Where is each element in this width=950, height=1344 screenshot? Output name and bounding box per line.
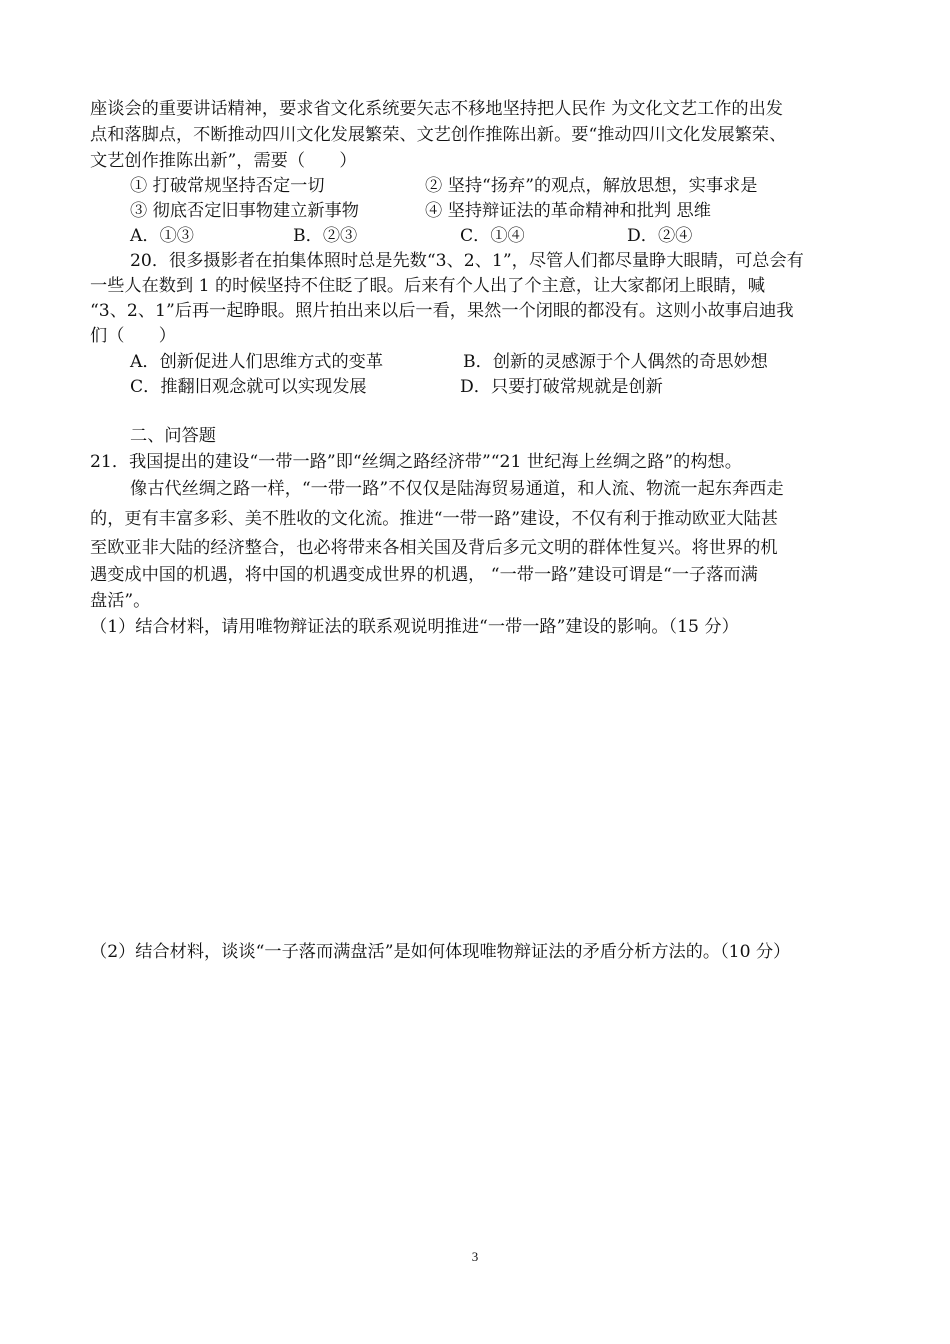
section-heading: 二、问答题 [130, 426, 216, 446]
q19-text-line-1: 座谈会的重要讲话精神，要求省文化系统要矢志不移地坚持把人民作 为文化文艺工作的出发 [90, 99, 783, 119]
q19-text-line-2: 点和落脚点，不断推动四川文化发展繁荣、文艺创作推陈出新。要“推动四川文化发展繁荣、 [90, 125, 787, 145]
q19-choice-c: C．①④ [460, 226, 525, 246]
q19-text-line-3: 文艺创作推陈出新”，需要（ ） [90, 151, 357, 171]
q19-choice-d: D．②④ [627, 226, 693, 246]
q19-option-1: ① 打破常规坚持否定一切 [130, 176, 325, 196]
page-number: 3 [471, 1249, 479, 1264]
q19-option-3: ③ 彻底否定旧事物建立新事物 [130, 201, 359, 221]
q21-subquestion-1: （1）结合材料，请用唯物辩证法的联系观说明推进“一带一路”建设的影响。（15 分） [90, 617, 739, 637]
q21-intro-line: 21．我国提出的建设“一带一路”即“丝绸之路经济带”“21 世纪海上丝绸之路”的构想。 [90, 452, 742, 472]
q20-text-line-1: 20．很多摄影者在拍集体照时总是先数“3、2、1”，尽管人们都尽量睁大眼睛，可总会有 [130, 251, 804, 271]
q21-material-line-5: 盘活”。 [90, 591, 151, 611]
q20-text-line-4: 们（ ） [90, 326, 176, 346]
q20-choice-c: C．推翻旧观念就可以实现发展 [130, 377, 367, 397]
q21-subquestion-2: （2）结合材料，谈谈“一子落而满盘活”是如何体现唯物辩证法的矛盾分析方法的。（10 分） [90, 942, 791, 962]
q20-choice-d: D．只要打破常规就是创新 [460, 377, 663, 397]
q19-option-2: ② 坚持“扬弃”的观点，解放思想，实事求是 [425, 176, 758, 196]
q19-choice-a: A．①③ [130, 226, 194, 246]
q21-material-line-1: 像古代丝绸之路一样，“一带一路”不仅仅是陆海贸易通道，和人流、物流一起东奔西走 [130, 479, 784, 499]
q19-choice-b: B．②③ [293, 226, 358, 246]
q19-option-4: ④ 坚持辩证法的革命精神和批判 思维 [425, 201, 711, 221]
q20-text-line-3: “3、2、1”后再一起睁眼。照片拍出来以后一看，果然一个闭眼的都没有。这则小故事启迪我 [90, 301, 794, 321]
q20-text-line-2: 一些人在数到 1 的时候坚持不住眨了眼。后来有个人出了个主意，让大家都闭上眼睛，喊 [90, 276, 765, 296]
q20-choice-b: B．创新的灵感源于个人偶然的奇思妙想 [463, 352, 768, 372]
q21-material-line-3: 至欧亚非大陆的经济整合，也必将带来各相关国及背后多元文明的群体性复兴。将世界的机 [90, 538, 778, 558]
q21-material-line-4: 遇变成中国的机遇，将中国的机遇变成世界的机遇， “一带一路”建设可谓是“一子落而满 [90, 565, 758, 585]
q20-choice-a: A．创新促进人们思维方式的变革 [130, 352, 384, 372]
q21-material-line-2: 的，更有丰富多彩、美不胜收的文化流。推进“一带一路”建设，不仅有利于推动欧亚大陆甚 [90, 509, 778, 529]
